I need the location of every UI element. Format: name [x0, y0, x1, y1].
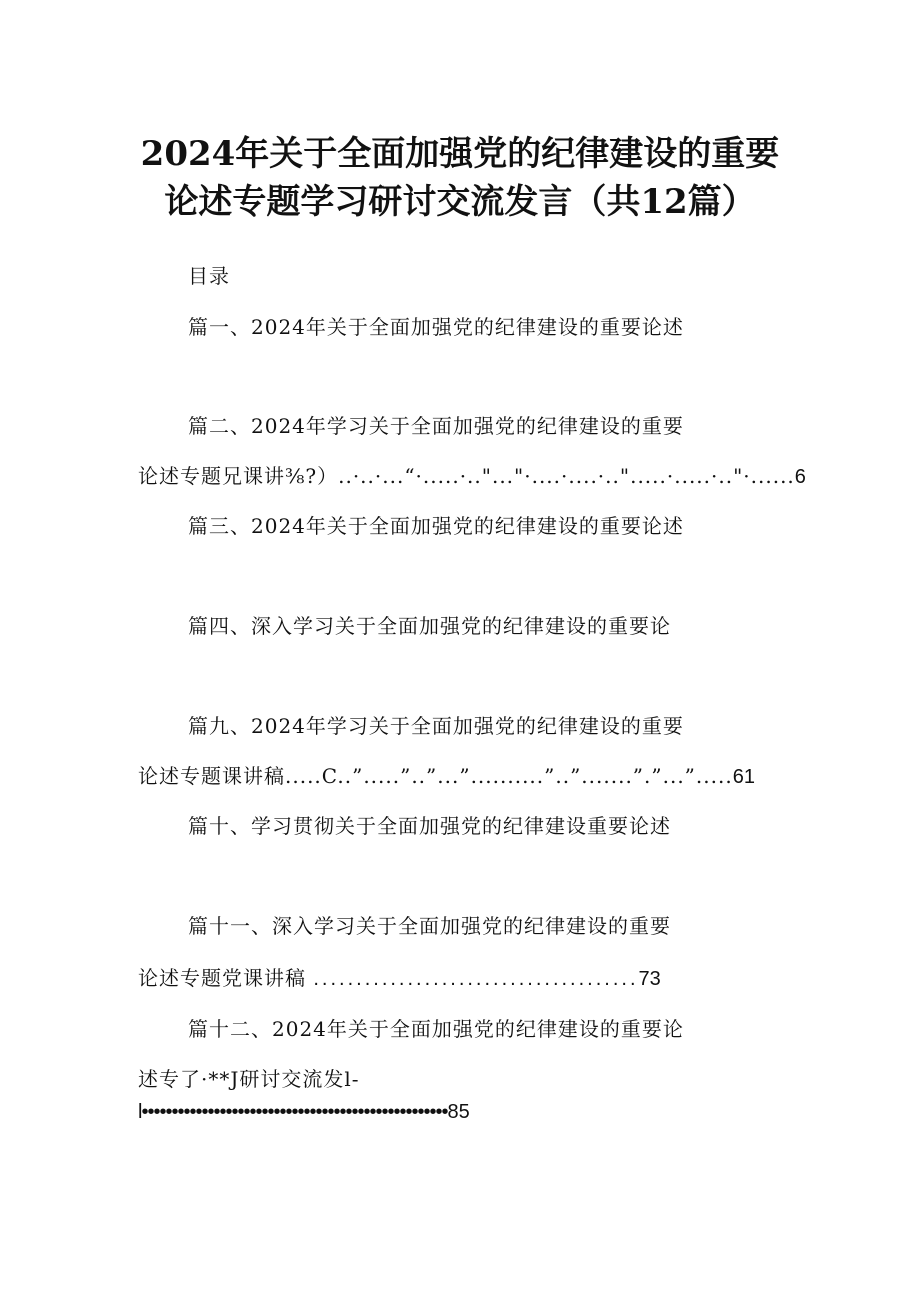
toc-entry-2-line1: 篇二、2024年学习关于全面加强党的纪律建设的重要 — [188, 414, 684, 438]
toc-entry-12-line3 — [138, 1097, 470, 1126]
toc-entry-4: 篇四、深入学习关于全面加强党的纪律建设的重要论 — [188, 614, 671, 638]
toc-entry-10: 篇十、学习贯彻关于全面加强党的纪律建设重要论述 — [188, 814, 671, 838]
toc-entry-2-page: 6 — [794, 466, 806, 488]
toc-entry-11-page: 73 — [638, 968, 661, 990]
toc-entry-12-page: 85 — [447, 1101, 470, 1123]
toc-entry-9-page: 61 — [732, 766, 755, 788]
toc-entry-2-leader: 论述专题兄课讲⅜?）..·..·...“·.....·.."..."·....·....·..".....·.....·.."·...... — [138, 464, 795, 488]
toc-entry-12-leader: l••••••••••••••••••••••••••••••••••••••••••••••••••• — [138, 1101, 448, 1123]
toc-entry-12-line1: 篇十二、2024年关于全面加强党的纪律建设的重要论 — [188, 1017, 684, 1041]
toc-entry-11-line2 — [138, 964, 661, 993]
toc-entry-9-line2 — [138, 762, 755, 791]
toc-entry-9-line1: 篇九、2024年学习关于全面加强党的纪律建设的重要 — [188, 714, 684, 738]
toc-entry-2-line2 — [138, 462, 806, 491]
toc-entry-11-line1: 篇十一、深入学习关于全面加强党的纪律建设的重要 — [188, 914, 671, 938]
toc-entry-1: 篇一、2024年关于全面加强党的纪律建设的重要论述 — [188, 315, 684, 339]
toc-entry-11-text: 论述专题党课讲稿 — [138, 966, 306, 990]
toc-heading: 目录 — [188, 264, 230, 288]
toc-entry-12-line2: 述专了·**J研讨交流发l- — [138, 1067, 360, 1091]
toc-entry-3: 篇三、2024年关于全面加强党的纪律建设的重要论述 — [188, 514, 684, 538]
document-title-line2: 论述专题学习研讨交流发言（共12篇） — [164, 182, 756, 222]
toc-entry-9-leader: 论述专题课讲稿.....C..”.....”..”...”..........”..”.......”.”...”..... — [138, 764, 733, 788]
document-title-line1: 2024年关于全面加强党的纪律建设的重要 — [140, 134, 780, 174]
toc-entry-11-leader: ...................................... — [313, 968, 639, 990]
